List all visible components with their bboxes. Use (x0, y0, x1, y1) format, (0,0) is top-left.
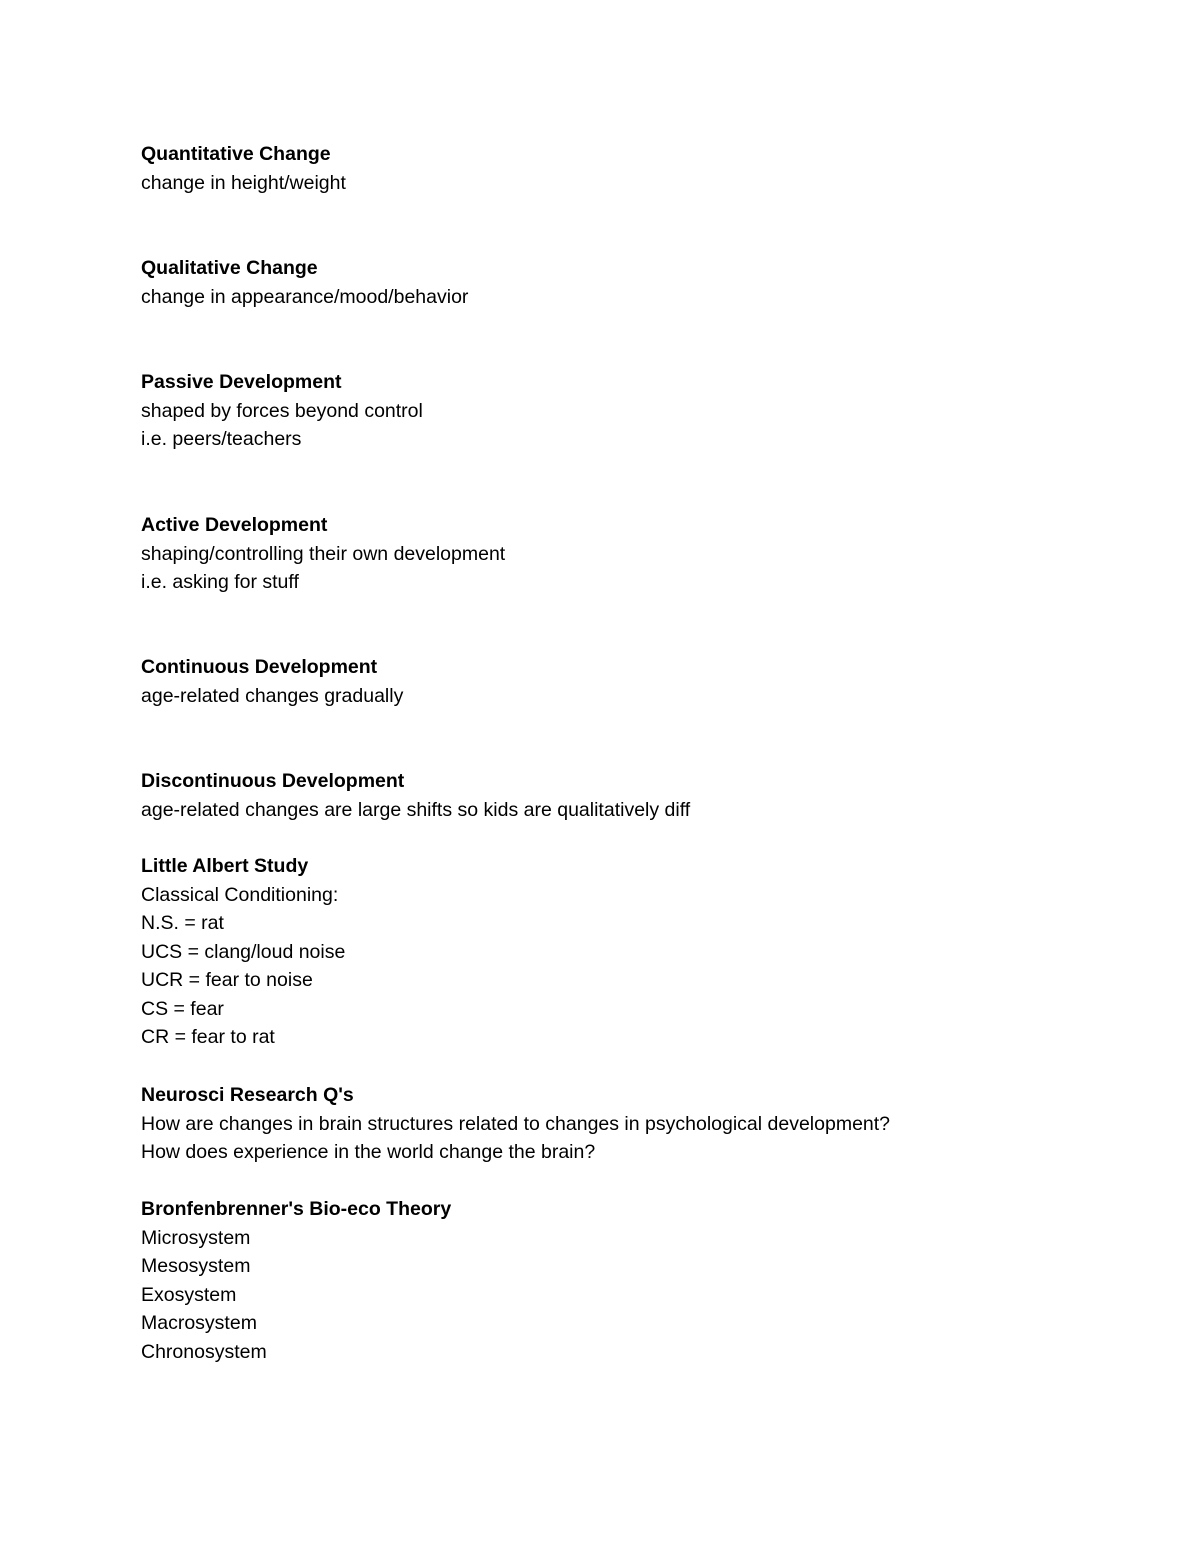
section-heading: Bronfenbrenner's Bio-eco Theory (141, 1198, 452, 1220)
section-passive-development (141, 368, 1141, 454)
section-line: shaped by forces beyond control (141, 399, 423, 422)
section-qualitative-change (141, 254, 1141, 311)
section-line: CS = fear (141, 997, 224, 1020)
section-heading: Active Development (141, 514, 328, 536)
section-line: change in height/weight (141, 171, 346, 194)
section-heading: Discontinuous Development (141, 770, 405, 792)
section-line: i.e. peers/teachers (141, 428, 302, 450)
section-line: UCR = fear to noise (141, 969, 313, 991)
section-heading: Qualitative Change (141, 257, 318, 279)
section-line: UCS = clang/loud noise (141, 940, 346, 963)
section-line: change in appearance/mood/behavior (141, 285, 469, 308)
section-heading: Little Albert Study (141, 855, 309, 877)
section-line: How are changes in brain structures related to changes in psychological development? (141, 1112, 891, 1135)
section-bronfenbrenner-theory (141, 1195, 1141, 1366)
section-quantitative-change (141, 140, 1141, 197)
section-continuous-development (141, 653, 1141, 710)
section-line: shaping/controlling their own development (141, 542, 506, 565)
section-line: Exosystem (141, 1283, 237, 1306)
section-heading: Passive Development (141, 371, 342, 393)
section-active-development (141, 511, 1141, 597)
section-line: N.S. = rat (141, 912, 224, 934)
section-heading: Quantitative Change (141, 143, 331, 165)
section-neurosci-research (141, 1081, 1141, 1167)
section-heading: Neurosci Research Q's (141, 1084, 354, 1106)
section-discontinuous-development (141, 767, 1141, 824)
section-line: age-related changes gradually (141, 684, 404, 707)
section-line: Mesosystem (141, 1255, 251, 1277)
section-line: i.e. asking for stuff (141, 571, 299, 593)
section-little-albert-study (141, 852, 1141, 1052)
section-line: Chronosystem (141, 1340, 267, 1363)
section-line: age-related changes are large shifts so kids are qualitatively diff (141, 798, 691, 821)
section-line: How does experience in the world change the brain? (141, 1141, 596, 1163)
section-line: Microsystem (141, 1226, 251, 1249)
section-line: CR = fear to rat (141, 1026, 275, 1048)
section-line: Classical Conditioning: (141, 883, 339, 906)
section-line: Macrosystem (141, 1312, 257, 1334)
section-heading: Continuous Development (141, 656, 378, 678)
